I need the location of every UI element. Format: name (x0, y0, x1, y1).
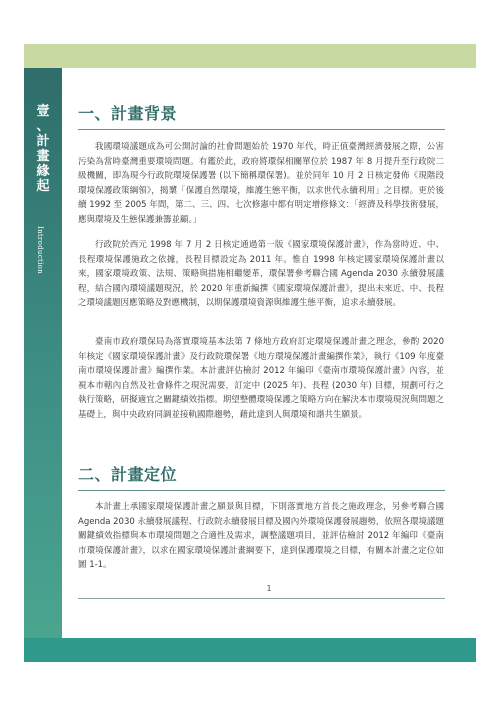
chapter-title-char: 起 (36, 179, 50, 194)
section-heading-text: 二、計畫定位 (78, 465, 178, 484)
paragraph: 本計畫上承國家環境保護計畫之願景與目標，下則落實地方首長之施政理念，另參考聯合國 Agenda 2030 永續發展議程、行政院永續發展目標及國內外環境保護發展趨勢，依照各環境議題關鍵績效指標與本市環境問題之合適性及需求，調整議題項目，並評估檢討 2012 年編印《臺南市環境保護計畫》，以求在國家環境保護計畫綱要下，達到保護環境之目標，有關本計畫之定位如圖 1-1。 (78, 502, 444, 570)
page-content (62, 68, 476, 638)
bottom-decor-band (24, 638, 476, 662)
section-heading-rule (78, 490, 445, 491)
chapter-title-char: 、 (36, 119, 50, 134)
chapter-title-char: 畫 (36, 149, 50, 164)
chapter-title-char: 計 (36, 134, 50, 149)
chapter-title (24, 104, 62, 194)
section-heading-background (78, 104, 445, 130)
top-decor-band (24, 44, 476, 68)
chapter-sidebar (24, 68, 62, 638)
chapter-english-title: Introduction (36, 226, 44, 274)
chapter-title-char: 緣 (36, 164, 50, 179)
section-heading-rule (78, 129, 445, 130)
paragraph: 行政院於西元 1998 年 7 月 2 日核定通過第一版《國家環境保護計畫》，作為當時近、中、長程環境保護施政之依據，長程目標設定為 2011 年。惟自 1998 年核定國家環境保護計畫以來，國家環境政策、法規、策略與措施相繼變革，環保署參考聯合國 Agenda 2030 永續發展議程，結合國內環境議題現況，於 2020 年重新編撰《國家環境保護計畫》，提出未來近、中、長程之環境議題因應策略及對應機制，以期保護環境資源與維護生態平衡，追求永續發展。 (78, 240, 444, 308)
page-number: 1 (266, 584, 272, 593)
section-heading-positioning (78, 465, 445, 491)
paragraph: 我國環境議題成為可公開討論的社會問題始於 1970 年代，時正值臺灣經濟發展之際，公害污染為當時臺灣重要環境問題。有鑑於此，政府將環保相關單位於 1987 年 8 月提升至行政院二級機關，即為現今行政院環境保護署 (以下簡稱環保署)。並於同年 10 月 2 日核定發佈《現階段環境保護政策綱領》，揭櫫「保護自然環境，維護生態平衡，以求世代永續利用」之目標。更於後續 1992 至 2005 年間，第二、三、四、七次修憲中都有明定增修條文：「經濟及科學技術發展，應與環境及生態保護兼籌並顧。」 (78, 142, 444, 225)
paragraph: 臺南市政府環保局為落實環境基本法第 7 條地方政府訂定環境保護計畫之理念，參酌 2020 年核定《國家環境保護計畫》及行政院環保署《地方環境保護計畫編撰作業》，執行《109 年度臺南市環境保護計畫》編撰作業。本計畫評估檢討 2012 年編印《臺南市環境保護計畫》內容，並視本市轄內自然及社會條件之現況需要，訂定中 (2025 年)、長程 (2030 年) 目標，規劃可行之執行策略，研擬適宜之關鍵績效指標。期望整體環境保護之策略方向在解決本市環境現況與問題之基礎上，與中央政府同調並接軌國際趨勢，藉此達到人與環境和諧共生願景。 (78, 337, 444, 420)
chapter-title-char: 壹 (36, 104, 50, 119)
footer-rule (78, 598, 445, 599)
section-heading-text: 一、計畫背景 (78, 104, 178, 123)
